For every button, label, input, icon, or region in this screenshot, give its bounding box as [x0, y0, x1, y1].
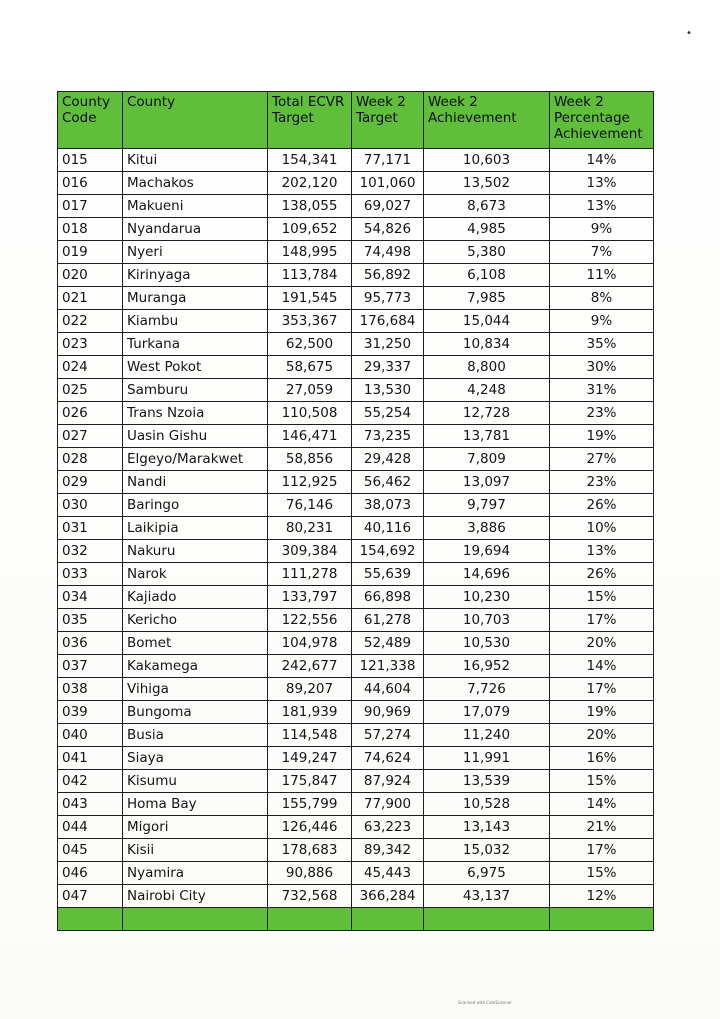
cell-week2-achievement: 8,673	[424, 195, 550, 218]
cell-county-code: 039	[58, 701, 123, 724]
cell-county-code: 033	[58, 563, 123, 586]
cell-week2-target: 56,892	[352, 264, 424, 287]
cell-week2-achievement: 4,985	[424, 218, 550, 241]
cell-county: Uasin Gishu	[123, 425, 268, 448]
cell-county: Siaya	[123, 747, 268, 770]
cell-total-target: 138,055	[268, 195, 352, 218]
ecvr-county-table	[57, 91, 654, 931]
cell-week2-achievement: 13,539	[424, 770, 550, 793]
cell-week2-target: 73,235	[352, 425, 424, 448]
cell-week2-target: 54,826	[352, 218, 424, 241]
cell-week2-achievement: 15,044	[424, 310, 550, 333]
cell-week2-percentage: 7%	[550, 241, 654, 264]
cell-county-code: 030	[58, 494, 123, 517]
cell-week2-percentage: 26%	[550, 563, 654, 586]
cell-week2-achievement: 15,032	[424, 839, 550, 862]
cell-total-target: 126,446	[268, 816, 352, 839]
cell-week2-achievement: 10,834	[424, 333, 550, 356]
cell-county: Bungoma	[123, 701, 268, 724]
cell-week2-target: 40,116	[352, 517, 424, 540]
cell-total-target: 178,683	[268, 839, 352, 862]
cell-county-code: 037	[58, 655, 123, 678]
cell-week2-target: 69,027	[352, 195, 424, 218]
cell-total-target: 58,675	[268, 356, 352, 379]
cell-week2-achievement: 6,975	[424, 862, 550, 885]
cell-total-target: 154,341	[268, 149, 352, 172]
cell-week2-achievement: 13,097	[424, 471, 550, 494]
cell-total-target: 76,146	[268, 494, 352, 517]
cell-week2-percentage: 10%	[550, 517, 654, 540]
cell-total-target: 133,797	[268, 586, 352, 609]
cell-week2-target: 38,073	[352, 494, 424, 517]
cell-total-target: 27,059	[268, 379, 352, 402]
table-row	[58, 517, 654, 540]
cell-week2-percentage: 20%	[550, 632, 654, 655]
cell-total-target: 110,508	[268, 402, 352, 425]
cell-week2-target: 31,250	[352, 333, 424, 356]
cell-county: Laikipia	[123, 517, 268, 540]
table-row	[58, 839, 654, 862]
cell-county-code: 018	[58, 218, 123, 241]
table-row	[58, 149, 654, 172]
table-row	[58, 609, 654, 632]
table-body	[58, 149, 654, 908]
cell-week2-achievement: 4,248	[424, 379, 550, 402]
table-row	[58, 563, 654, 586]
cell-county-code: 038	[58, 678, 123, 701]
table-row	[58, 241, 654, 264]
cell-county: Nyeri	[123, 241, 268, 264]
cell-total-target: 122,556	[268, 609, 352, 632]
cell-week2-achievement: 17,079	[424, 701, 550, 724]
cell-county-code: 016	[58, 172, 123, 195]
cell-week2-target: 57,274	[352, 724, 424, 747]
cell-county: Homa Bay	[123, 793, 268, 816]
cell-county: Vihiga	[123, 678, 268, 701]
cell-total-target: 58,856	[268, 448, 352, 471]
cell-county-code: 022	[58, 310, 123, 333]
cell-county: Machakos	[123, 172, 268, 195]
cell-county: Busia	[123, 724, 268, 747]
cell-week2-achievement: 16,952	[424, 655, 550, 678]
col-week2-percentage: Week 2 Percentage Achievement	[550, 92, 654, 149]
cell-week2-percentage: 17%	[550, 839, 654, 862]
table-row	[58, 287, 654, 310]
cell-total-target: 353,367	[268, 310, 352, 333]
cell-week2-percentage: 13%	[550, 172, 654, 195]
cell-week2-target: 74,498	[352, 241, 424, 264]
cell-week2-target: 44,604	[352, 678, 424, 701]
cell-week2-percentage: 23%	[550, 402, 654, 425]
cell-total-target: 181,939	[268, 701, 352, 724]
cell-week2-percentage: 9%	[550, 218, 654, 241]
cell-week2-target: 90,969	[352, 701, 424, 724]
table-row	[58, 678, 654, 701]
cell-county-code: 047	[58, 885, 123, 908]
cell-week2-achievement: 19,694	[424, 540, 550, 563]
cell-week2-percentage: 14%	[550, 793, 654, 816]
cell-week2-percentage: 15%	[550, 586, 654, 609]
cell-total-target: 109,652	[268, 218, 352, 241]
cell-county: Kisumu	[123, 770, 268, 793]
cell-week2-achievement: 13,502	[424, 172, 550, 195]
table-row	[58, 471, 654, 494]
cell-county-code: 015	[58, 149, 123, 172]
cell-week2-achievement: 3,886	[424, 517, 550, 540]
table-row	[58, 816, 654, 839]
cell-county-code: 029	[58, 471, 123, 494]
cell-total-target: 89,207	[268, 678, 352, 701]
cell-county: Bomet	[123, 632, 268, 655]
cell-week2-percentage: 13%	[550, 195, 654, 218]
cell-week2-percentage: 15%	[550, 862, 654, 885]
table-row	[58, 885, 654, 908]
cell-week2-target: 89,342	[352, 839, 424, 862]
table-row	[58, 862, 654, 885]
cell-week2-achievement: 10,703	[424, 609, 550, 632]
cell-week2-target: 56,462	[352, 471, 424, 494]
table-row	[58, 448, 654, 471]
cell-total-target: 149,247	[268, 747, 352, 770]
cell-week2-percentage: 14%	[550, 655, 654, 678]
cell-week2-percentage: 16%	[550, 747, 654, 770]
table-row	[58, 724, 654, 747]
cell-week2-percentage: 17%	[550, 678, 654, 701]
cell-county-code: 023	[58, 333, 123, 356]
cell-week2-achievement: 7,809	[424, 448, 550, 471]
cell-week2-achievement: 10,530	[424, 632, 550, 655]
cell-county: Kakamega	[123, 655, 268, 678]
table-row	[58, 747, 654, 770]
cell-county: Narok	[123, 563, 268, 586]
table-header	[58, 92, 654, 149]
cell-total-target: 113,784	[268, 264, 352, 287]
table-row	[58, 195, 654, 218]
cell-total-target: 104,978	[268, 632, 352, 655]
cell-county-code: 020	[58, 264, 123, 287]
cell-county: Makueni	[123, 195, 268, 218]
cell-county-code: 040	[58, 724, 123, 747]
cell-week2-percentage: 20%	[550, 724, 654, 747]
cell-county: Kitui	[123, 149, 268, 172]
cell-county: Nandi	[123, 471, 268, 494]
cell-total-target: 111,278	[268, 563, 352, 586]
cell-total-target: 62,500	[268, 333, 352, 356]
cell-week2-target: 45,443	[352, 862, 424, 885]
cell-week2-target: 176,684	[352, 310, 424, 333]
cell-county: Kajiado	[123, 586, 268, 609]
cell-week2-target: 121,338	[352, 655, 424, 678]
cell-week2-achievement: 7,726	[424, 678, 550, 701]
cell-county-code: 035	[58, 609, 123, 632]
cell-county: Migori	[123, 816, 268, 839]
table-row	[58, 655, 654, 678]
cell-week2-percentage: 19%	[550, 701, 654, 724]
cell-total-target: 732,568	[268, 885, 352, 908]
cell-week2-percentage: 13%	[550, 540, 654, 563]
cell-county-code: 031	[58, 517, 123, 540]
cell-week2-percentage: 26%	[550, 494, 654, 517]
cell-county: Baringo	[123, 494, 268, 517]
cell-week2-percentage: 15%	[550, 770, 654, 793]
table-row	[58, 586, 654, 609]
table-row	[58, 356, 654, 379]
cell-week2-target: 61,278	[352, 609, 424, 632]
col-county-code: County Code	[58, 92, 123, 149]
cell-county: Kiambu	[123, 310, 268, 333]
cell-week2-target: 77,900	[352, 793, 424, 816]
table-row	[58, 425, 654, 448]
cell-week2-percentage: 11%	[550, 264, 654, 287]
cell-week2-target: 52,489	[352, 632, 424, 655]
cell-total-target: 146,471	[268, 425, 352, 448]
cell-week2-target: 13,530	[352, 379, 424, 402]
cell-week2-percentage: 8%	[550, 287, 654, 310]
cell-county-code: 045	[58, 839, 123, 862]
cell-county-code: 024	[58, 356, 123, 379]
cell-total-target: 148,995	[268, 241, 352, 264]
table-row	[58, 494, 654, 517]
table-row	[58, 770, 654, 793]
table-row	[58, 333, 654, 356]
cell-week2-percentage: 30%	[550, 356, 654, 379]
cell-total-target: 191,545	[268, 287, 352, 310]
cell-county: Samburu	[123, 379, 268, 402]
col-total-ecvr-target: Total ECVR Target	[268, 92, 352, 149]
cell-week2-achievement: 9,797	[424, 494, 550, 517]
cell-county-code: 032	[58, 540, 123, 563]
cell-week2-achievement: 5,380	[424, 241, 550, 264]
cell-week2-percentage: 12%	[550, 885, 654, 908]
cell-week2-achievement: 14,696	[424, 563, 550, 586]
col-county: County	[123, 92, 268, 149]
cell-week2-target: 29,428	[352, 448, 424, 471]
cell-week2-target: 366,284	[352, 885, 424, 908]
cell-county: Nakuru	[123, 540, 268, 563]
cell-total-target: 90,886	[268, 862, 352, 885]
cell-week2-percentage: 17%	[550, 609, 654, 632]
cell-county: Nyamira	[123, 862, 268, 885]
table-row	[58, 218, 654, 241]
table-row	[58, 379, 654, 402]
cell-county-code: 034	[58, 586, 123, 609]
table-row	[58, 264, 654, 287]
cell-week2-percentage: 27%	[550, 448, 654, 471]
cell-county: Trans Nzoia	[123, 402, 268, 425]
cell-county-code: 041	[58, 747, 123, 770]
cell-county-code: 028	[58, 448, 123, 471]
scanner-watermark: Scanned with CamScanner	[458, 1000, 512, 1005]
cell-county: Kericho	[123, 609, 268, 632]
cell-county-code: 026	[58, 402, 123, 425]
cell-week2-target: 29,337	[352, 356, 424, 379]
cell-week2-achievement: 8,800	[424, 356, 550, 379]
cell-week2-achievement: 7,985	[424, 287, 550, 310]
cell-week2-target: 63,223	[352, 816, 424, 839]
cell-week2-achievement: 11,240	[424, 724, 550, 747]
cell-week2-target: 87,924	[352, 770, 424, 793]
cell-total-target: 114,548	[268, 724, 352, 747]
cell-week2-target: 74,624	[352, 747, 424, 770]
cell-county: Nyandarua	[123, 218, 268, 241]
col-week2-target: Week 2 Target	[352, 92, 424, 149]
cell-county: West Pokot	[123, 356, 268, 379]
table-row	[58, 172, 654, 195]
cell-county: Muranga	[123, 287, 268, 310]
table-row	[58, 310, 654, 333]
cell-week2-target: 95,773	[352, 287, 424, 310]
table-row	[58, 793, 654, 816]
cell-week2-target: 101,060	[352, 172, 424, 195]
cell-total-target: 175,847	[268, 770, 352, 793]
table-row	[58, 701, 654, 724]
cell-week2-target: 55,639	[352, 563, 424, 586]
cell-county-code: 043	[58, 793, 123, 816]
cell-week2-percentage: 19%	[550, 425, 654, 448]
cell-week2-achievement: 12,728	[424, 402, 550, 425]
cell-week2-percentage: 9%	[550, 310, 654, 333]
table-row	[58, 402, 654, 425]
cell-week2-achievement: 13,781	[424, 425, 550, 448]
cell-total-target: 202,120	[268, 172, 352, 195]
cell-week2-achievement: 13,143	[424, 816, 550, 839]
cell-county-code: 044	[58, 816, 123, 839]
cell-week2-target: 55,254	[352, 402, 424, 425]
corner-mark: •	[686, 28, 692, 39]
cell-week2-achievement: 11,991	[424, 747, 550, 770]
cell-county-code: 046	[58, 862, 123, 885]
table-footer	[58, 908, 654, 931]
cell-county-code: 021	[58, 287, 123, 310]
cell-week2-target: 154,692	[352, 540, 424, 563]
cell-week2-percentage: 14%	[550, 149, 654, 172]
cell-week2-achievement: 10,230	[424, 586, 550, 609]
cell-total-target: 242,677	[268, 655, 352, 678]
cell-week2-target: 77,171	[352, 149, 424, 172]
cell-total-target: 112,925	[268, 471, 352, 494]
cell-week2-achievement: 43,137	[424, 885, 550, 908]
cell-county: Nairobi City	[123, 885, 268, 908]
col-week2-achievement: Week 2 Achievement	[424, 92, 550, 149]
cell-week2-percentage: 23%	[550, 471, 654, 494]
cell-county-code: 025	[58, 379, 123, 402]
cell-total-target: 80,231	[268, 517, 352, 540]
cell-county: Turkana	[123, 333, 268, 356]
cell-county: Kisii	[123, 839, 268, 862]
table-row	[58, 632, 654, 655]
cell-week2-percentage: 21%	[550, 816, 654, 839]
cell-total-target: 309,384	[268, 540, 352, 563]
cell-week2-achievement: 10,528	[424, 793, 550, 816]
cell-county-code: 042	[58, 770, 123, 793]
cell-week2-achievement: 6,108	[424, 264, 550, 287]
cell-week2-percentage: 31%	[550, 379, 654, 402]
cell-county-code: 017	[58, 195, 123, 218]
cell-county-code: 027	[58, 425, 123, 448]
table-row	[58, 540, 654, 563]
cell-county-code: 019	[58, 241, 123, 264]
cell-county: Kirinyaga	[123, 264, 268, 287]
cell-week2-percentage: 35%	[550, 333, 654, 356]
cell-total-target: 155,799	[268, 793, 352, 816]
cell-week2-target: 66,898	[352, 586, 424, 609]
cell-county: Elgeyo/Marakwet	[123, 448, 268, 471]
cell-county-code: 036	[58, 632, 123, 655]
cell-week2-achievement: 10,603	[424, 149, 550, 172]
